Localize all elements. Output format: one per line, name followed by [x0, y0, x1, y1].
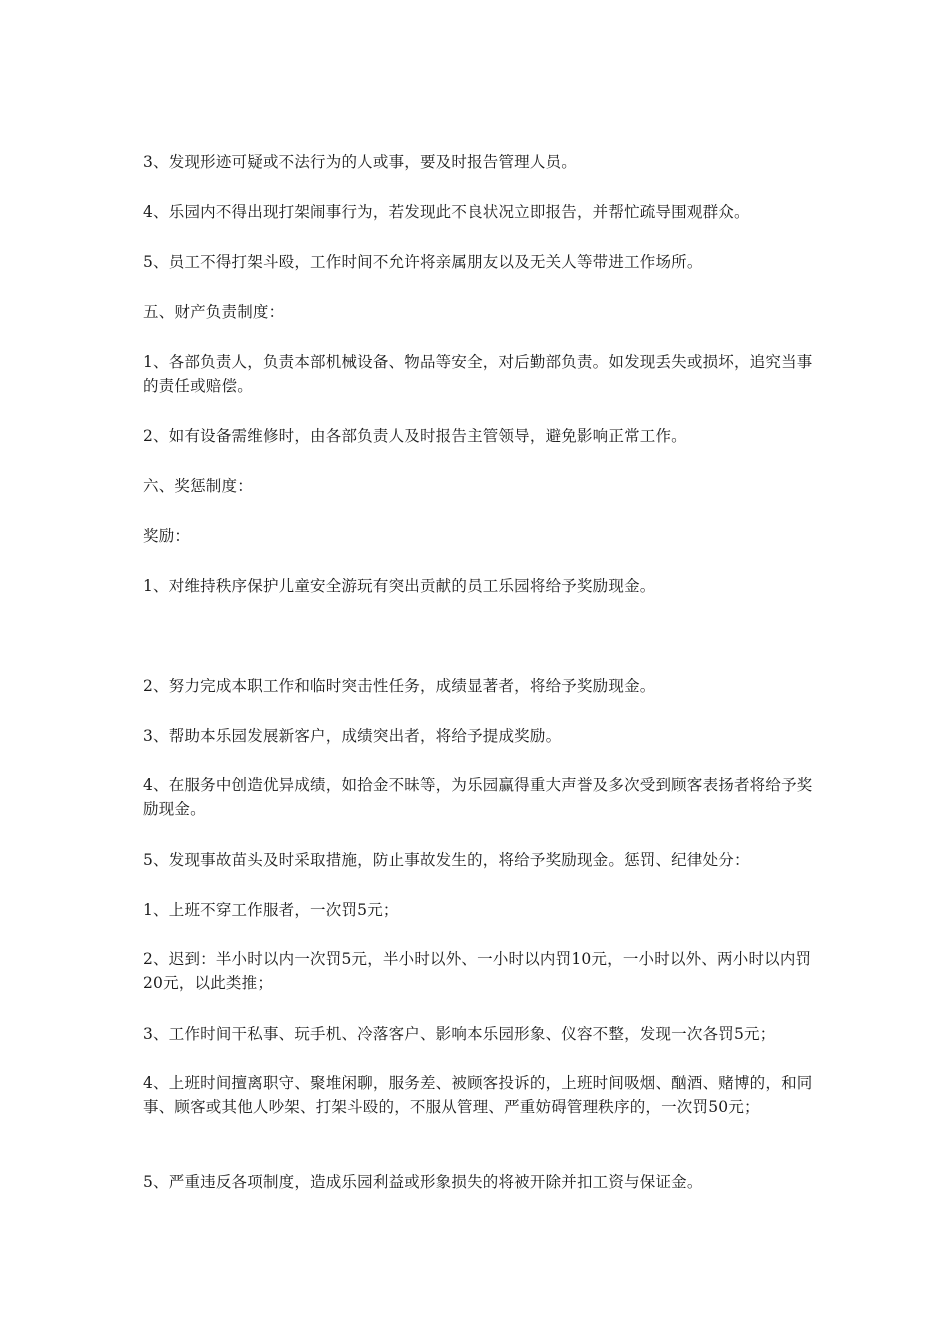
paragraph-12: 2、迟到：半小时以内一次罚5元，半小时以外、一小时以内罚10元，一小时以外、两小时以内罚20元，以此类推；	[143, 950, 812, 992]
paragraph-9: 4、在服务中创造优异成绩，如拾金不昧等，为乐园赢得重大声誉及多次受到顾客表扬者将给予奖励现金。	[143, 776, 813, 818]
paragraph-1: 3、发现形迹可疑或不法行为的人或事，要及时报告管理人员。	[143, 153, 577, 171]
paragraph-4: 1、各部负责人，负责本部机械设备、物品等安全，对后勤部负责。如发现丢失或损坏，追究当事的责任或赔偿。	[143, 353, 813, 395]
paragraph-3: 5、员工不得打架斗殴，工作时间不允许将亲属朋友以及无关人等带进工作场所。	[143, 253, 703, 271]
paragraph-13: 3、工作时间干私事、玩手机、冷落客户、影响本乐园形象、仪容不整，发现一次各罚5元；	[143, 1025, 776, 1043]
paragraph-15: 5、严重违反各项制度，造成乐园利益或形象损失的将被开除并扣工资与保证金。	[143, 1173, 703, 1191]
subheading-rewards: 奖励：	[143, 527, 191, 545]
paragraph-14: 4、上班时间擅离职守、聚堆闲聊，服务差、被顾客投诉的，上班时间吸烟、酗酒、赌博的，和同事、顾客或其他人吵架、打架斗殴的，不服从管理、严重妨碍管理秩序的，一次罚50元；	[143, 1074, 813, 1116]
paragraph-7: 2、努力完成本职工作和临时突击性任务，成绩显著者，将给予奖励现金。	[143, 677, 656, 695]
paragraph-5: 2、如有设备需维修时，由各部负责人及时报告主管领导，避免影响正常工作。	[143, 427, 687, 445]
paragraph-11: 1、上班不穿工作服者，一次罚5元；	[143, 901, 399, 919]
paragraph-2: 4、乐园内不得出现打架闹事行为，若发现此不良状况立即报告，并帮忙疏导围观群众。	[143, 203, 750, 221]
paragraph-6: 1、对维持秩序保护儿童安全游玩有突出贡献的员工乐园将给予奖励现金。	[143, 577, 656, 595]
paragraph-8: 3、帮助本乐园发展新客户，成绩突出者，将给予提成奖励。	[143, 727, 562, 745]
section-heading-rewards-penalties: 六、奖惩制度：	[143, 477, 253, 495]
paragraph-10: 5、发现事故苗头及时采取措施，防止事故发生的，将给予奖励现金。惩罚、纪律处分：	[143, 851, 750, 869]
section-heading-property: 五、财产负责制度：	[143, 303, 285, 321]
